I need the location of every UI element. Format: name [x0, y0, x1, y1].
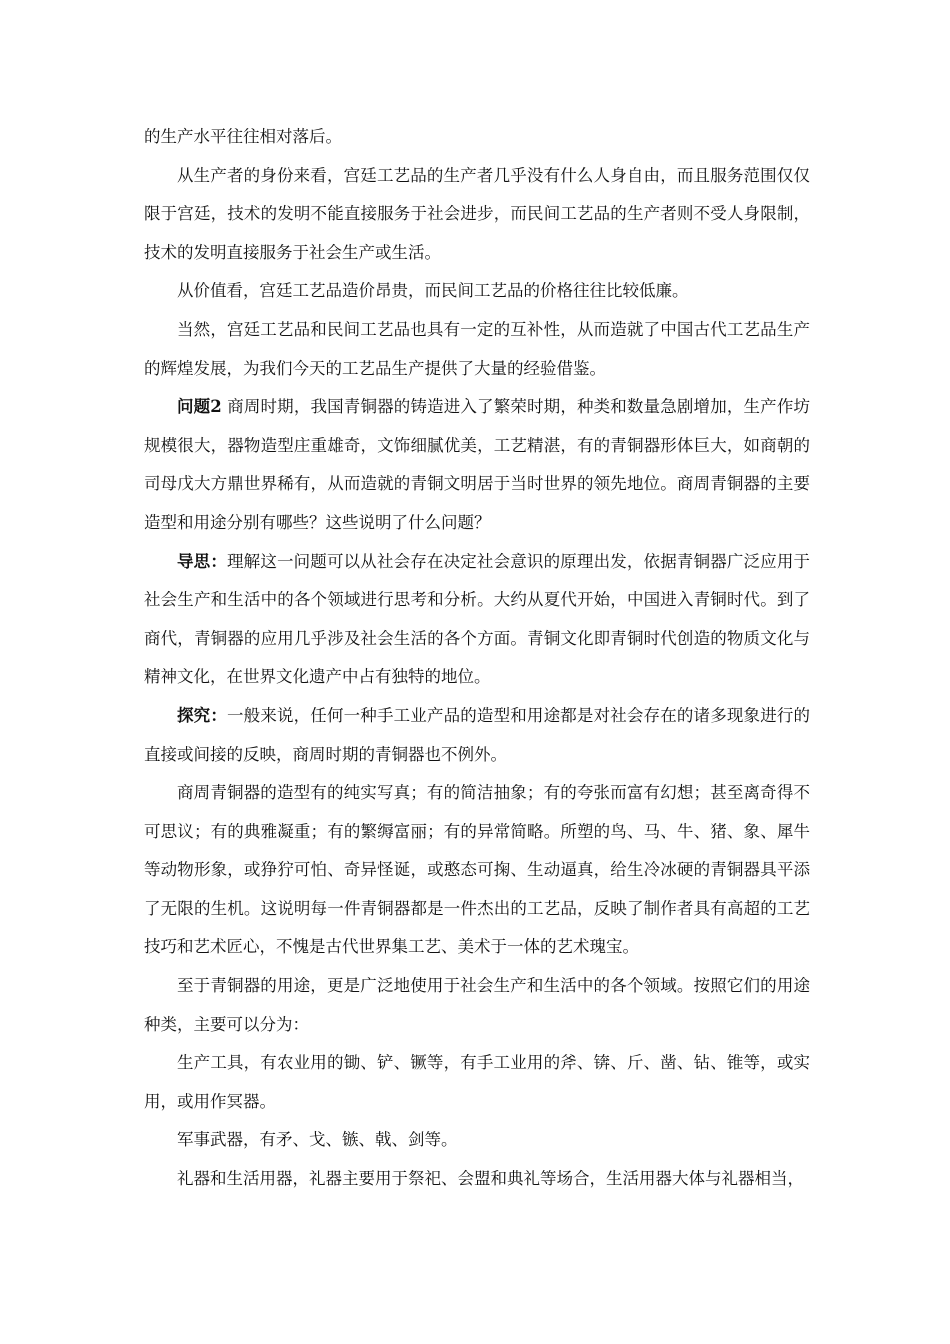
paragraph-4: [144, 311, 810, 388]
paragraph-text: 商周时期，我国青铜器的铸造进入了繁荣时期，种类和数量急剧增加，生产作坊规模很大，器物造型庄重雄奇，文饰细腻优美，工艺精湛，有的青铜器形体巨大，如商朝的司母戊大方鼎世界稀有，从而造就的青铜文明居于当时世界的领先地位。商周青铜器的主要造型和用途分别有哪些？这些说明了什么问题？: [144, 397, 810, 532]
paragraph-text: 从生产者的身份来看，宫廷工艺品的生产者几乎没有什么人身自由，而且服务范围仅仅限于宫廷，技术的发明不能直接服务于社会进步，而民间工艺品的生产者则不受人身限制，技术的发明直接服务于社会生产或生活。: [144, 165, 810, 262]
paragraph-2: [144, 157, 810, 273]
guidance-label: 导思：: [177, 551, 227, 571]
paragraph-9: [144, 967, 810, 1044]
paragraph-12: [144, 1160, 810, 1199]
document-page: [144, 118, 810, 1199]
question-2-paragraph: [144, 388, 810, 542]
paragraph-1: [144, 118, 810, 157]
paragraph-text: 一般来说，任何一种手工业产品的造型和用途都是对社会存在的诸多现象进行的直接或间接的反映，商周时期的青铜器也不例外。: [144, 705, 811, 764]
inquiry-label: 探究：: [177, 705, 227, 725]
paragraph-text: 的生产水平往往相对落后。: [144, 127, 342, 146]
paragraph-text: 从价值看，宫廷工艺品造价昂贵，而民间工艺品的价格往往比较低廉。: [177, 281, 689, 301]
paragraph-text: 商周青铜器的造型有的纯实写真；有的简洁抽象；有的夸张而富有幻想；甚至离奇得不可思议；有的典雅凝重；有的繁缛富丽；有的异常简略。所塑的鸟、马、牛、猪、象、犀牛等动物形象，或狰狞可怕、奇异怪诞，或憨态可掬、生动逼真，给生冷冰硬的青铜器具平添了无限的生机。这说明每一件青铜器都是一件杰出的工艺品，反映了制作者具有高超的工艺技巧和艺术匠心，不愧是古代世界集工艺、美术于一体的艺术瑰宝。: [144, 783, 810, 957]
paragraph-text: 当然，宫廷工艺品和民间工艺品也具有一定的互补性，从而造就了中国古代工艺品生产的辉煌发展，为我们今天的工艺品生产提供了大量的经验借鉴。: [144, 319, 810, 378]
paragraph-text: 至于青铜器的用途，更是广泛地使用于社会生产和生活中的各个领域。按照它们的用途种类，主要可以分为：: [144, 976, 810, 1034]
paragraph-text: 军事武器，有矛、戈、镞、戟、剑等。: [177, 1130, 458, 1150]
paragraph-10: [144, 1044, 810, 1121]
guidance-paragraph: [144, 543, 810, 697]
paragraph-text: 理解这一问题可以从社会存在决定社会意识的原理出发，依据青铜器广泛应用于社会生产和生活中的各个领域进行思考和分析。大约从夏代开始，中国进入青铜时代。到了商代，青铜器的应用几乎涉及社会生活的各个方面。青铜文化即青铜时代创造的物质文化与精神文化，在世界文化遗产中占有独特的地位。: [144, 551, 811, 687]
question-2-label: 问题2: [177, 397, 222, 417]
paragraph-3: [144, 272, 810, 311]
paragraph-text: 生产工具，有农业用的锄、铲、镢等，有手工业用的斧、锛、斤、凿、钻、锥等，或实用，或用作冥器。: [144, 1053, 810, 1111]
inquiry-paragraph: [144, 697, 810, 774]
paragraph-11: [144, 1121, 810, 1160]
paragraph-text: 礼器和生活用器，礼器主要用于祭祀、会盟和典礼等场合，生活用器大体与礼器相当，: [177, 1169, 804, 1189]
paragraph-8: [144, 774, 810, 967]
